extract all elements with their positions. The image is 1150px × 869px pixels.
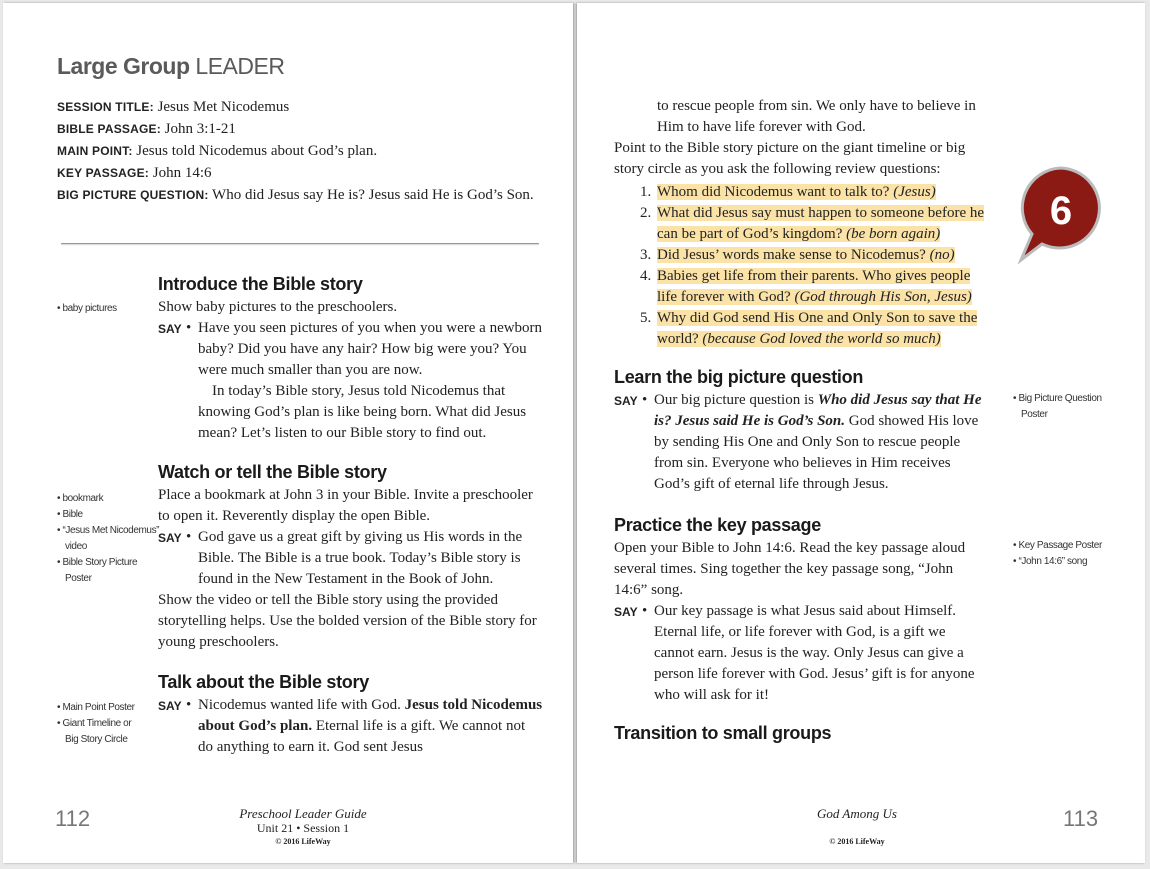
page-number: 112 (55, 806, 91, 831)
learn-title: Learn the big picture question (614, 367, 864, 387)
talk-title: Talk about the Bible story (158, 672, 369, 692)
review-question: 5. Why did God send His One and Only Son to save the world? (because God loved the world so much) (640, 310, 978, 347)
badge-number: 6 (1049, 189, 1073, 233)
meta-session-title: SESSION TITLE: Jesus Met Nicodemus (57, 99, 290, 115)
watch-title: Watch or tell the Bible story (158, 462, 387, 482)
intro-say: SAY • Have you seen pictures of you when you were a newborn baby? Did you have any hair? How big were you? You were much smaller than you are now. (158, 320, 543, 378)
learn-materials: • Big Picture Question Poster (1013, 393, 1102, 420)
watch-say: SAY • God gave us a great gift by giving us His words in the Bible. The Bible is a true book. Today’s Bible story is found in the New Testament in the Book of John. (158, 529, 523, 587)
meta-bible-passage: BIBLE PASSAGE: John 3:1-21 (57, 121, 236, 137)
meta-key-passage: KEY PASSAGE: John 14:6 (57, 165, 212, 181)
session-meta (57, 96, 537, 206)
review-question: 1. Whom did Nicodemus want to talk to? (Jesus) (640, 184, 936, 200)
talk-materials: • Main Point Poster • Giant Timeline or Big Story Circle (57, 702, 135, 745)
page-header: Large Group LEADER (57, 53, 285, 79)
transition-section (614, 723, 989, 746)
learn-section (614, 367, 989, 495)
talk-say: SAY • Nicodemus wanted life with God. Jesus told Nicodemus about God’s plan. Eternal life is a gift. We cannot not do anything to earn it. God sent Jesus (158, 697, 543, 755)
intro-title: Introduce the Bible story (158, 274, 363, 294)
review-section (614, 96, 989, 350)
review-question: 3. Did Jesus’ words make sense to Nicodemus? (no) (640, 247, 955, 263)
intro-materials: • baby pictures (57, 303, 117, 314)
practice-section (614, 515, 989, 706)
practice-say: SAY • Our key passage is what Jesus said about Himself. Eternal life, or life forever with God, is a gift we cannot earn. Jesus is the way. Only Jesus can give a person life forever with God. Jesus’ gift is for anyone who will ask for it! (614, 603, 975, 703)
intro-say-continued: In today’s Bible story, Jesus told Nicodemus that knowing God’s plan is like being born. What did Jesus mean? Let’s listen to our Bible story to find out. (198, 383, 527, 441)
practice-text: Open your Bible to John 14:6. Read the key passage aloud several times. Sing together the key passage song, “John 14:6” song. (614, 540, 966, 598)
meta-main-point: MAIN POINT: Jesus told Nicodemus about God’s plan. (57, 143, 378, 159)
practice-materials: • Key Passage Poster • “John 14:6” song (1013, 540, 1102, 567)
watch-text-2: Show the video or tell the Bible story using the provided storytelling helps. Use the bolded version of the Bible story for young preschoolers. (158, 592, 537, 650)
divider (61, 243, 539, 244)
continued-text: to rescue people from sin. We only have to believe in Him to have life forever with God. (657, 98, 976, 135)
review-question: 2. What did Jesus say must happen to someone before he can be part of God’s kingdom? (be born again) (640, 205, 985, 242)
learn-say: SAY • Our big picture question is Who did Jesus say that He is? Jesus said He is God’s Son. God showed His love by sending His One and Only Son to rescue people from sin. Everyone who believes in Him receives God’s gift of eternal life through Jesus. (614, 392, 982, 492)
right-page (577, 3, 1145, 863)
talk-section (158, 672, 543, 758)
review-question: 4. Babies get life from their parents. Who gives people life forever with God? (God through His Son, Jesus) (640, 268, 972, 305)
watch-text: Place a bookmark at John 3 in your Bible. Invite a preschooler to open it. Reverently display the open Bible. (158, 487, 533, 524)
page-number: 113 (1063, 806, 1099, 831)
review-questions (614, 182, 989, 350)
point-text: Point to the Bible story picture on the giant timeline or big story circle as you ask the following review questions: (614, 140, 966, 177)
page-footer: Preschool Leader Guide Unit 21 • Session 1 © 2016 LifeWay (239, 806, 367, 846)
intro-text: Show baby pictures to the preschoolers. (158, 299, 398, 315)
annotation-badge (1015, 164, 1105, 264)
page-footer: God Among Us © 2016 LifeWay (817, 806, 897, 846)
watch-section (158, 462, 543, 653)
transition-title: Transition to small groups (614, 723, 832, 743)
practice-title: Practice the key passage (614, 515, 821, 535)
intro-section (158, 274, 543, 444)
left-page (3, 3, 573, 863)
watch-materials: • bookmark • Bible • “Jesus Met Nicodemus” video • Bible Story Picture Poster (57, 493, 160, 584)
meta-big-picture-question: BIG PICTURE QUESTION: Who did Jesus say He is? Jesus said He is God’s Son. (57, 187, 534, 203)
